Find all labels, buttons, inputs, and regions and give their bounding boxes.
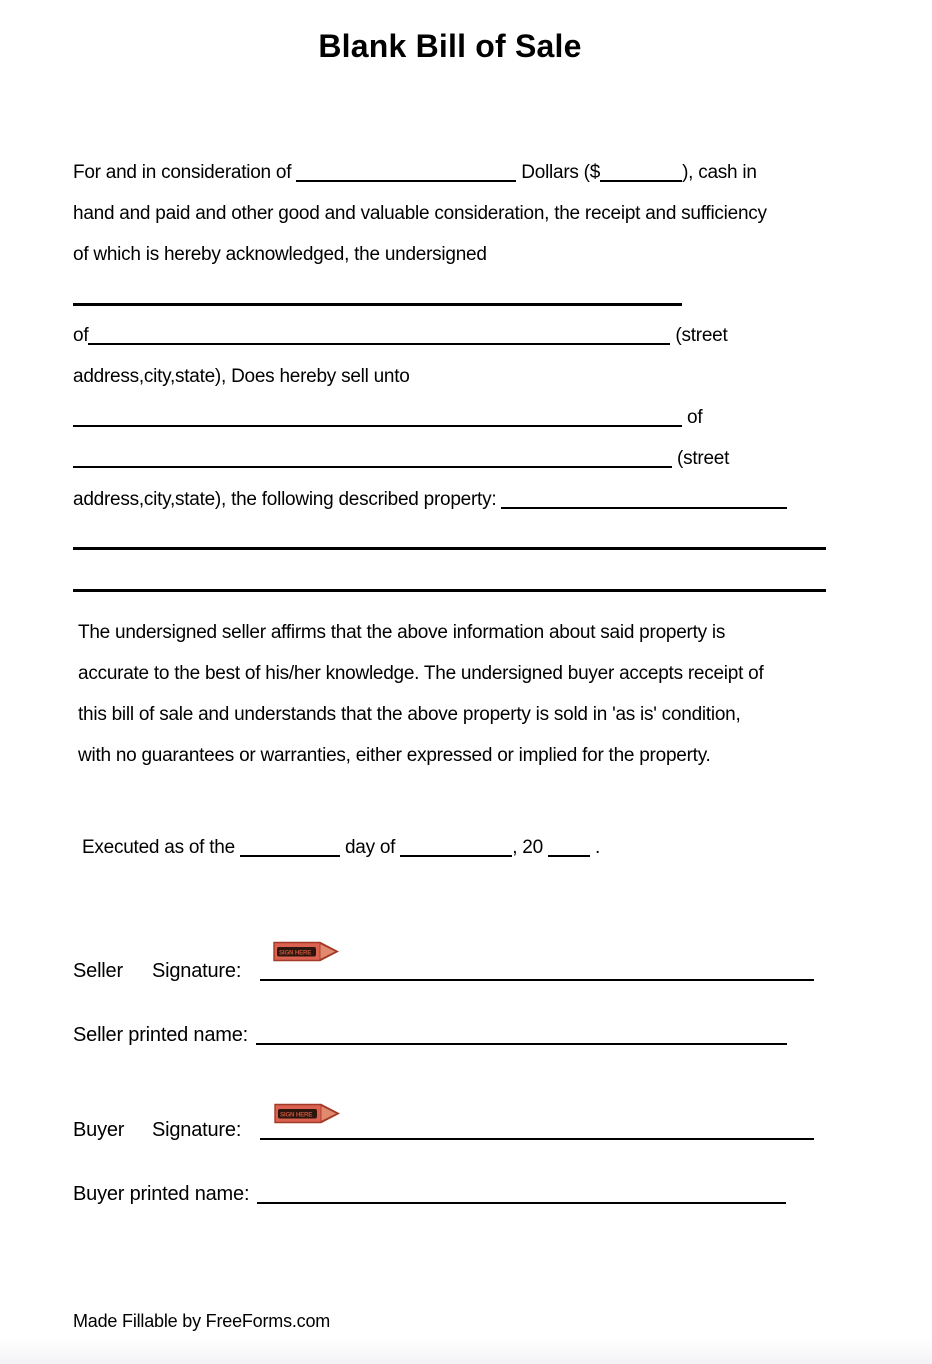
seller-street-note: (street: [670, 325, 728, 346]
execution-text-1: Executed as of the: [82, 837, 240, 858]
sign-here-tag-icon[interactable]: [274, 1103, 340, 1124]
sign-here-tag-icon[interactable]: [273, 941, 339, 962]
seller-printed-name-label: Seller printed name:: [73, 1024, 248, 1046]
seller-signature-field[interactable]: [260, 978, 814, 981]
intro-paragraph: [73, 152, 827, 275]
seller-printed-name-row: [73, 1015, 827, 1056]
execution-text-4: .: [589, 837, 601, 858]
property-description-field-1[interactable]: [501, 506, 787, 509]
buyer-signature-label: Signature:: [152, 1119, 242, 1141]
seller-printed-name-field[interactable]: [256, 1042, 787, 1045]
intro-text-4: hand and paid and other good and valuable consideration, the receipt and sufficiency: [73, 203, 767, 224]
property-description-field-2[interactable]: [73, 547, 826, 550]
affirmation-text-3: this bill of sale and understands that the above property is sold in 'as is' condition,: [78, 704, 741, 725]
intro-text-1: For and in consideration of: [73, 162, 297, 183]
seller-address-note: address,city,state), Does hereby sell unto: [73, 366, 410, 387]
buyer-of-label: of: [682, 407, 703, 428]
buyer-name-field[interactable]: [73, 424, 682, 427]
execution-line: [73, 827, 827, 868]
seller-signature-row: [73, 951, 827, 992]
intro-text-3: ), cash in: [682, 162, 757, 183]
execution-text-2: day of: [339, 837, 401, 858]
consideration-amount-words-field[interactable]: [296, 179, 516, 182]
buyer-label: Buyer: [73, 1119, 125, 1141]
execution-day-field[interactable]: [240, 854, 340, 857]
buyer-printed-name-label: Buyer printed name:: [73, 1183, 250, 1205]
consideration-amount-numeric-field[interactable]: [600, 179, 682, 182]
buyer-printed-name-field[interactable]: [257, 1201, 786, 1204]
svg-text:SIGN HERE: SIGN HERE: [280, 1111, 313, 1119]
buyer-printed-name-row: [73, 1174, 827, 1215]
svg-text:SIGN HERE: SIGN HERE: [279, 949, 312, 957]
execution-text-3: , 20: [512, 837, 548, 858]
buyer-signature-row: [73, 1110, 827, 1151]
seller-signature-label: Signature:: [152, 960, 242, 982]
buyer-address-field[interactable]: [73, 465, 672, 468]
intro-text-2: Dollars ($: [516, 162, 601, 183]
buyer-street-note: (street: [672, 448, 730, 469]
page-title: Blank Bill of Sale: [318, 28, 582, 64]
buyer-signature-field[interactable]: [260, 1137, 814, 1140]
property-description-label: address,city,state), the following described property:: [73, 489, 502, 510]
execution-year-field[interactable]: [548, 854, 590, 857]
affirmation-text-4: with no guarantees or warranties, either expressed or implied for the property.: [78, 745, 711, 766]
seller-of-label: of: [73, 325, 89, 346]
intro-text-5: of which is hereby acknowledged, the undersigned: [73, 244, 487, 265]
footer-credit: Made Fillable by FreeForms.com: [73, 1311, 331, 1331]
seller-label: Seller: [73, 960, 123, 982]
execution-month-field[interactable]: [400, 854, 512, 857]
seller-name-field[interactable]: [73, 303, 682, 306]
seller-address-field[interactable]: [88, 342, 670, 345]
property-description-field-3[interactable]: [73, 589, 826, 592]
page-bottom-edge: [0, 1338, 932, 1364]
affirmation-text-2: accurate to the best of his/her knowledge. The undersigned buyer accepts receipt of: [78, 663, 764, 684]
affirmation-paragraph: [73, 612, 827, 776]
affirmation-text-1: The undersigned seller affirms that the above information about said property is: [78, 622, 726, 643]
seller-address-section: [73, 315, 827, 520]
